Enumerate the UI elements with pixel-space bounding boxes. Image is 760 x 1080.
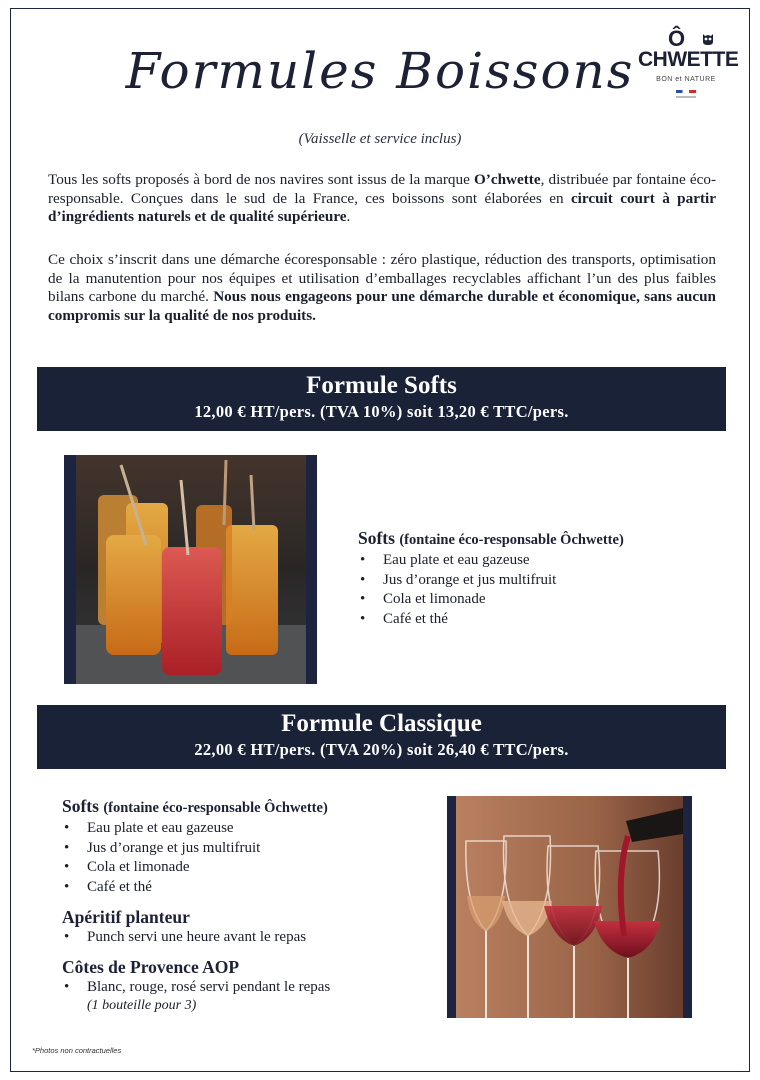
- formule-classique-list: [62, 795, 442, 1015]
- brand-logo: [638, 24, 739, 104]
- list-item: • Punch servi une heure avant le repas: [62, 928, 442, 948]
- list-item: • Eau plate et eau gazeuse: [62, 819, 442, 839]
- list-item: • Café et thé: [358, 610, 718, 630]
- list-item: • Jus d’orange et jus multifruit: [62, 839, 442, 859]
- wine-title: Côtes de Provence AOP: [62, 956, 240, 977]
- formule-classique-price: 22,00 € HT/pers. (TVA 20%) soit 26,40 € TTC/pers.: [194, 740, 569, 759]
- wine-items: [62, 978, 442, 998]
- page-subtitle: (Vaisselle et service inclus): [298, 131, 462, 147]
- aperitif-title: Apéritif planteur: [62, 906, 190, 927]
- formule-softs-list: [358, 527, 718, 630]
- softs-section-title: Softs (fontaine éco-responsable Ôchwette): [358, 528, 624, 548]
- list-item: • Café et thé: [62, 878, 442, 898]
- list-item: • Cola et limonade: [358, 590, 718, 610]
- intro-paragraph-1: Tous les softs proposés à bord de nos navires sont issus de la marque O’chwette, distribuée par fontaine éco-responsable. Conçues dans le sud de la France, ces boissons sont élaborées en circuit court à partir d’ingrédients naturels et de qualité supérieure.: [48, 171, 716, 225]
- wine-glasses-photo: [447, 796, 692, 1018]
- classique-softs-items: [62, 819, 442, 898]
- owl-icon: [702, 32, 714, 46]
- formule-softs-banner: [37, 367, 726, 431]
- list-item: • Cola et limonade: [62, 858, 442, 878]
- classique-softs-title: Softs (fontaine éco-responsable Ôchwette): [62, 796, 328, 816]
- juice-glasses-photo: [64, 455, 317, 684]
- logo-name: CHWETTE: [638, 48, 739, 71]
- wine-note: (1 bouteille pour 3): [87, 998, 197, 1014]
- formule-softs-price: 12,00 € HT/pers. (TVA 10%) soit 13,20 € TTC/pers.: [194, 402, 569, 421]
- logo-underline: [676, 96, 696, 98]
- footnote: *Photos non contractuelles: [32, 1046, 122, 1055]
- logo-o: Ô: [668, 26, 686, 51]
- intro-paragraph-2: Ce choix s’inscrit dans une démarche écoresponsable : zéro plastique, réduction des transports, optimisation de la manutention pour nos équipes et utilisation d’emballages recyclables affichant l’un des plus faibles bilans carbone du marché. Nous nous engageons pour une démarche durable et économique, sans aucun compromis sur la qualité de nos produits.: [48, 251, 716, 324]
- formule-softs-title: Formule Softs: [306, 372, 457, 399]
- list-item: • Blanc, rouge, rosé servi pendant le repas: [62, 978, 442, 998]
- formule-classique-title: Formule Classique: [281, 710, 482, 737]
- page-title: Formules Boissons: [125, 42, 635, 100]
- list-item: • Jus d’orange et jus multifruit: [358, 571, 718, 591]
- aperitif-items: [62, 928, 442, 948]
- formule-classique-banner: [37, 705, 726, 769]
- logo-tagline: BON et NATURE: [656, 76, 716, 83]
- list-item: • Eau plate et eau gazeuse: [358, 551, 718, 571]
- french-flag-icon: [676, 90, 696, 93]
- softs-items: [358, 551, 718, 630]
